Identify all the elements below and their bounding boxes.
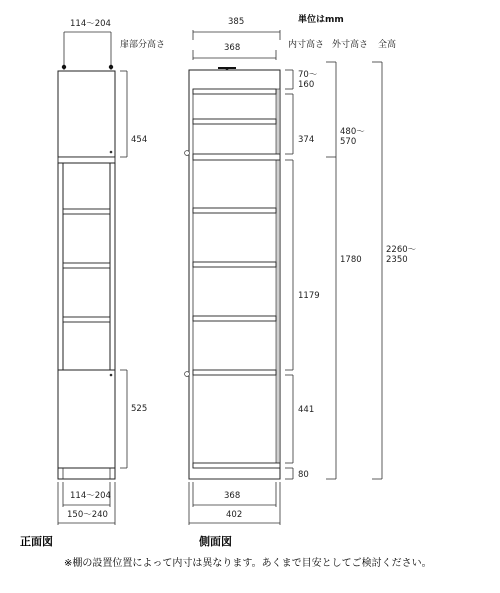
front-inner-width-label: 114～204 [70, 491, 111, 501]
outer-height-dimensions [326, 62, 367, 479]
front-lower-door [58, 370, 115, 468]
side-top-outer-depth-label: 385 [228, 17, 245, 27]
side-cabinet-body [189, 70, 280, 479]
inner-middle-section-label: 1179 [298, 291, 320, 301]
front-plinth [58, 468, 115, 479]
front-view-title: 正面図 [20, 535, 53, 548]
side-top-inner-depth-dimension [193, 43, 276, 60]
column-headers [120, 13, 396, 50]
inner-height-dimensions [285, 70, 320, 480]
upper-door-height-dimension [120, 71, 147, 157]
side-back-panel [276, 89, 280, 468]
inner-lower-section-label: 441 [298, 405, 315, 415]
front-middle-divider [58, 157, 115, 163]
inner-top-gap-line1: 70～ [298, 70, 318, 80]
side-bottom-outer-depth-dimension [189, 482, 280, 525]
unit-label: 単位はmm [298, 15, 344, 25]
inner-upper-section-label: 374 [298, 135, 315, 145]
lower-door-height-dimension [120, 370, 147, 468]
front-outer-width-dimension [58, 482, 115, 525]
front-adjusters [62, 58, 113, 70]
outer-upper-line1: 480～ [340, 127, 365, 137]
front-inner-width-dimension [63, 482, 111, 507]
front-outer-width-label: 150～240 [67, 510, 108, 520]
total-height-label [386, 245, 419, 265]
side-bottom-outer-depth-label: 402 [226, 510, 243, 520]
total-height-line1: 2260～ [386, 245, 417, 255]
outer-upper-label [340, 127, 367, 147]
lower-door-height-label: 525 [131, 404, 148, 414]
total-height-dimension [372, 62, 419, 479]
outer-upper-line2: 570 [340, 137, 357, 147]
front-top-width-dimension [64, 19, 111, 58]
front-open-section [58, 163, 115, 370]
front-top-width-label: 114～204 [70, 19, 111, 29]
inner-top-gap-label [298, 70, 320, 90]
inner-top-gap-line2: 160 [298, 80, 315, 90]
outer-lower-label: 1780 [340, 255, 362, 265]
inner-base-label: 80 [298, 470, 309, 480]
footnote: ※棚の設置位置によって内寸は異なります。あくまで目安としてご検討ください。 [64, 558, 432, 569]
front-view [20, 19, 147, 548]
inner-height-header: 内寸高さ [288, 40, 325, 50]
side-bottom-inner-depth-dimension [193, 482, 276, 507]
side-view-title: 側面図 [199, 535, 232, 548]
total-height-line2: 2350 [386, 255, 408, 265]
side-bottom-inner-depth-label: 368 [224, 491, 241, 501]
side-view [185, 17, 280, 548]
side-top-outer-depth-dimension [193, 17, 280, 40]
upper-door-height-label: 454 [131, 135, 148, 145]
outer-height-header: 外寸高さ [332, 40, 369, 50]
door-height-header: 扉部分高さ [120, 40, 166, 50]
front-upper-door [58, 71, 115, 157]
side-top-inner-depth-label: 368 [224, 43, 241, 53]
total-height-header: 全高 [378, 40, 397, 50]
